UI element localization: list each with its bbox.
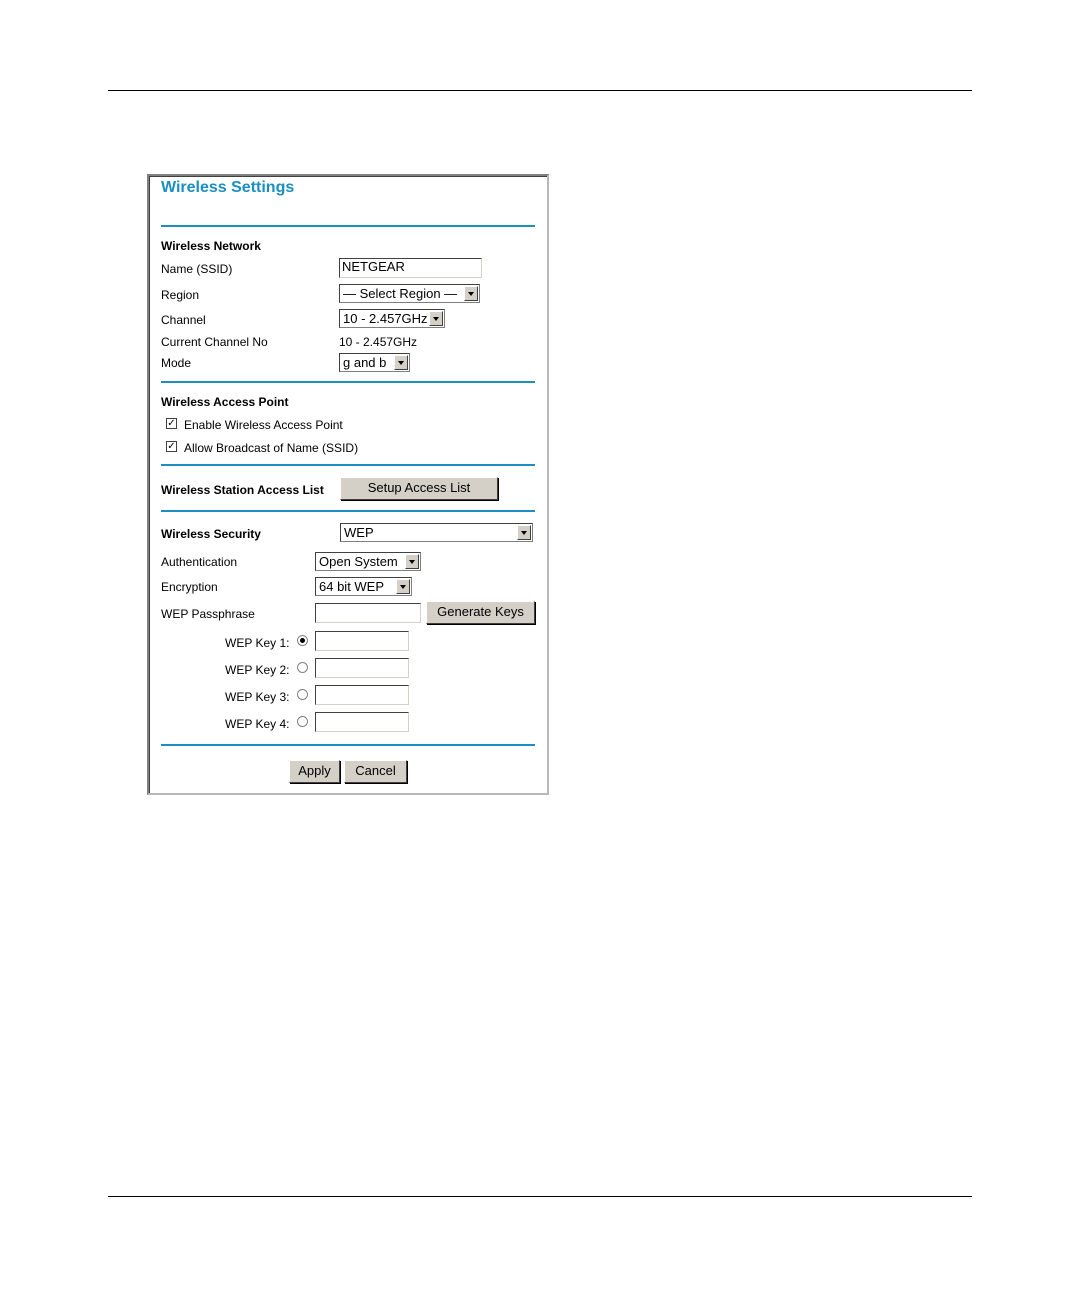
wireless-settings-panel [147,174,549,795]
enable-ap-label: Enable Wireless Access Point [184,418,343,432]
chevron-down-icon[interactable] [517,525,531,540]
broadcast-ssid-label: Allow Broadcast of Name (SSID) [184,441,359,455]
current-channel-label: Current Channel No [161,335,268,349]
channel-select[interactable] [339,309,445,328]
encryption-label: Encryption [161,580,218,594]
wep-key-2-label: WEP Key 2: [225,663,290,677]
wep-key-4-input[interactable] [315,712,409,732]
broadcast-ssid-checkbox[interactable]: ✓ [167,441,176,452]
wep-key-1-radio[interactable] [297,635,308,646]
divider [161,510,535,512]
wireless-network-heading: Wireless Network [161,239,261,253]
cancel-button[interactable]: Cancel [344,760,407,783]
bottom-rule [108,1196,972,1197]
passphrase-input[interactable] [315,603,421,623]
chevron-down-icon[interactable] [405,554,419,569]
wep-key-2-input[interactable] [315,658,409,678]
passphrase-label: WEP Passphrase [161,607,255,621]
chevron-down-icon[interactable] [464,286,478,301]
wep-key-4-label: WEP Key 4: [225,717,290,731]
mode-select-value: g and b [343,355,387,370]
wep-key-3-input[interactable] [315,685,409,705]
channel-label: Channel [161,313,206,327]
wep-key-1-input[interactable] [315,631,409,651]
top-rule [108,90,972,91]
wep-key-2-radio[interactable] [297,662,308,673]
divider [161,744,535,746]
security-select-value: WEP [344,525,374,540]
security-select[interactable] [340,523,533,542]
chevron-down-icon[interactable] [394,355,408,370]
region-select-value: — Select Region — [343,286,458,301]
mode-select[interactable] [339,353,410,372]
channel-select-value: 10 - 2.457GHz [343,311,428,326]
current-channel-value: 10 - 2.457GHz [339,335,418,349]
ssid-label: Name (SSID) [161,262,233,276]
generate-keys-button[interactable]: Generate Keys [426,601,535,624]
setup-access-list-button[interactable]: Setup Access List [340,477,498,500]
authentication-label: Authentication [161,555,238,569]
security-heading: Wireless Security [161,527,261,541]
authentication-select-value: Open System [319,554,398,569]
station-access-heading: Wireless Station Access List [161,483,324,497]
wep-key-4-radio[interactable] [297,716,308,727]
divider [161,225,535,227]
access-point-heading: Wireless Access Point [161,395,289,409]
chevron-down-icon[interactable] [396,579,410,594]
mode-label: Mode [161,356,192,370]
wep-key-3-label: WEP Key 3: [225,690,290,704]
region-select[interactable] [339,284,480,303]
apply-button[interactable]: Apply [289,760,340,783]
ssid-input[interactable]: NETGEAR [339,258,482,278]
encryption-select-value: 64 bit WEP [319,579,385,594]
wep-key-3-radio[interactable] [297,689,308,700]
authentication-select[interactable] [315,552,421,571]
chevron-down-icon[interactable] [429,311,443,326]
encryption-select[interactable] [315,577,412,596]
region-label: Region [161,288,200,302]
divider [161,464,535,466]
divider [161,381,535,383]
wep-key-1-label: WEP Key 1: [225,636,290,650]
page-title: Wireless Settings [161,179,295,196]
enable-ap-checkbox[interactable]: ✓ [167,418,176,429]
